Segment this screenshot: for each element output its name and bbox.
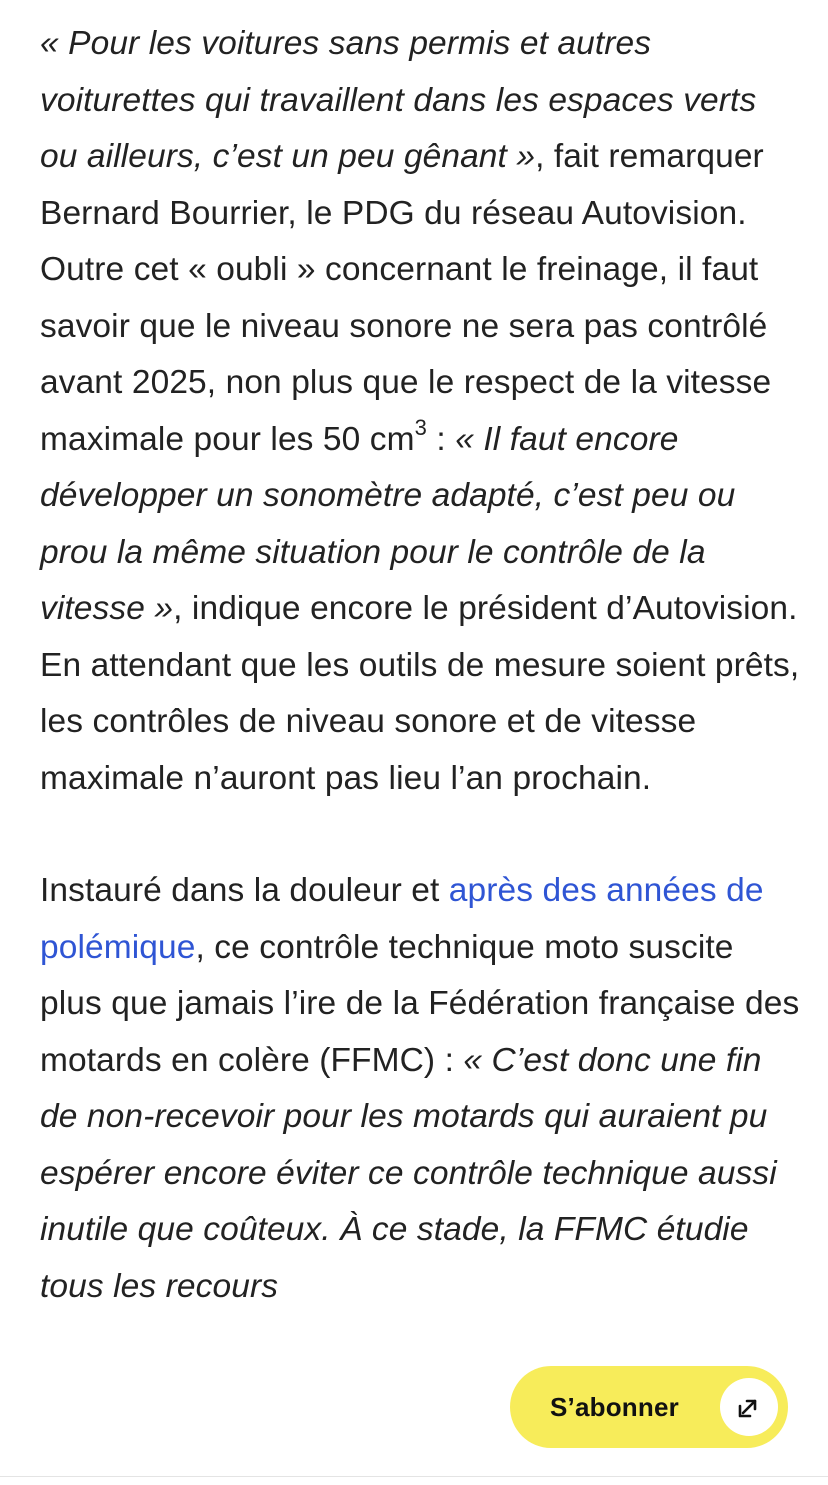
paragraph — [40, 16, 800, 807]
bottom-fade — [0, 1471, 828, 1485]
article-body — [40, 16, 800, 1315]
paragraph-text: : — [427, 420, 456, 458]
superscript: 3 — [414, 415, 428, 441]
quote: « Pour les voitures sans permis et autres voiturettes qui travaillent dans les espaces verts ou ailleurs, c’est un peu gênant » — [40, 25, 757, 175]
paragraph-text: Instauré dans la douleur et — [40, 872, 449, 909]
article-link[interactable]: après des années de polémique — [40, 872, 764, 966]
paragraph-text: , ce contrôle technique moto suscite plus que jamais l’ire de la Fédération française des motards en colère (FFMC) : — [40, 928, 800, 1079]
paragraph-text: , indique encore le président d’Autovision. En attendant que les outils de mesure soient prêts, les contrôles de niveau sonore et de vitesse maximale n’auront pas lieu l’an prochain. — [40, 590, 800, 797]
bottom-divider — [0, 1476, 828, 1477]
paragraph-text: , fait remarquer Bernard Bourrier, le PDG du réseau Autovision. Outre cet « oubli » concernant le freinage, il faut savoir que le niveau sonore ne sera pas contrôlé avant 2025, non plus que le respect de la vitesse maximale pour les 50 cm — [40, 138, 772, 458]
subscribe-button[interactable] — [510, 1366, 788, 1448]
subscribe-label: S’abonner — [550, 1391, 679, 1422]
quote: « C’est donc une fin de non-recevoir pour les motards qui auraient pu espérer encore éviter ce contrôle technique aussi inutile que coûteux. À ce stade, la FFMC étudie tous les recours — [40, 1041, 777, 1305]
paragraph — [40, 863, 800, 1315]
external-link-icon — [720, 1378, 778, 1436]
quote: « Il faut encore développer un sonomètre adapté, c’est peu ou prou la même situation pour le contrôle de la vitesse » — [40, 420, 736, 627]
